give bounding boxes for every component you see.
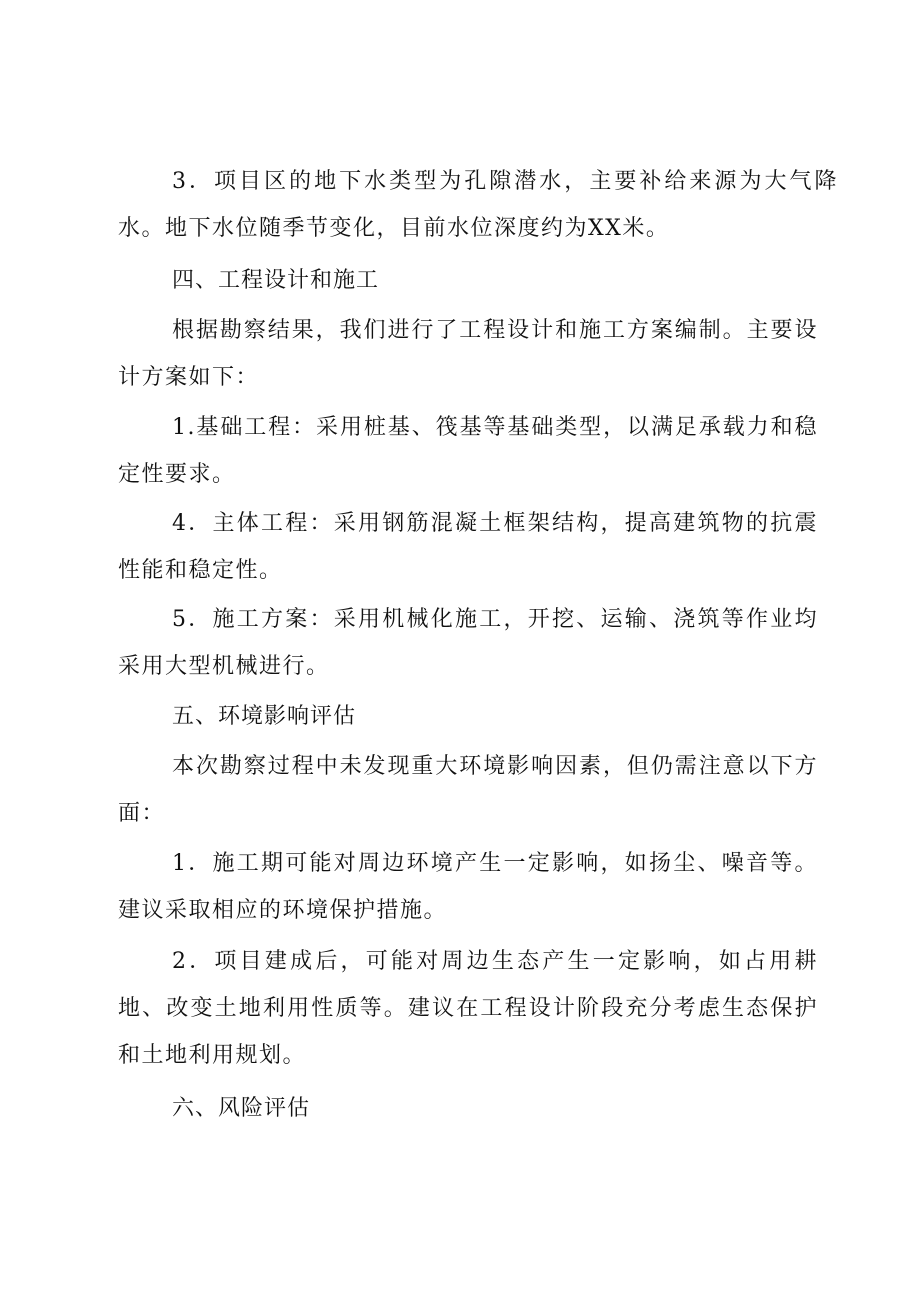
section-heading-risk: 六、风险评估 <box>172 1096 311 1121</box>
paragraph-foundation: 1.基础工程：采用桩基、筏基等基础类型，以满足承载力和稳定性要求。 <box>118 415 818 487</box>
section-heading-environment: 五、环境影响评估 <box>172 704 357 729</box>
paragraph-ecology-impact: 2．项目建成后，可能对周边生态产生一定影响，如占用耕地、改变土地利用性质等。建议在工程设计阶段充分考虑生态保护和土地利用规划。 <box>118 949 818 1068</box>
paragraph-environment-intro: 本次勘察过程中未发现重大环境影响因素，但仍需注意以下方面： <box>118 754 818 826</box>
paragraph-construction-plan: 5．施工方案：采用机械化施工，开挖、运输、浇筑等作业均采用大型机械进行。 <box>118 607 818 679</box>
paragraph-main-structure: 4．主体工程：采用钢筋混凝土框架结构，提高建筑物的抗震性能和稳定性。 <box>118 511 818 583</box>
section-heading-design: 四、工程设计和施工 <box>172 268 380 293</box>
paragraph-groundwater: 3．项目区的地下水类型为孔隙潜水，主要补给来源为大气降水。地下水位随季节变化，目前水位深度约为XX米。 <box>118 169 838 241</box>
paragraph-construction-impact: 1．施工期可能对周边环境产生一定影响，如扬尘、噪音等。建议采取相应的环境保护措施。 <box>118 851 818 923</box>
paragraph-design-intro: 根据勘察结果，我们进行了工程设计和施工方案编制。主要设计方案如下： <box>118 318 818 390</box>
